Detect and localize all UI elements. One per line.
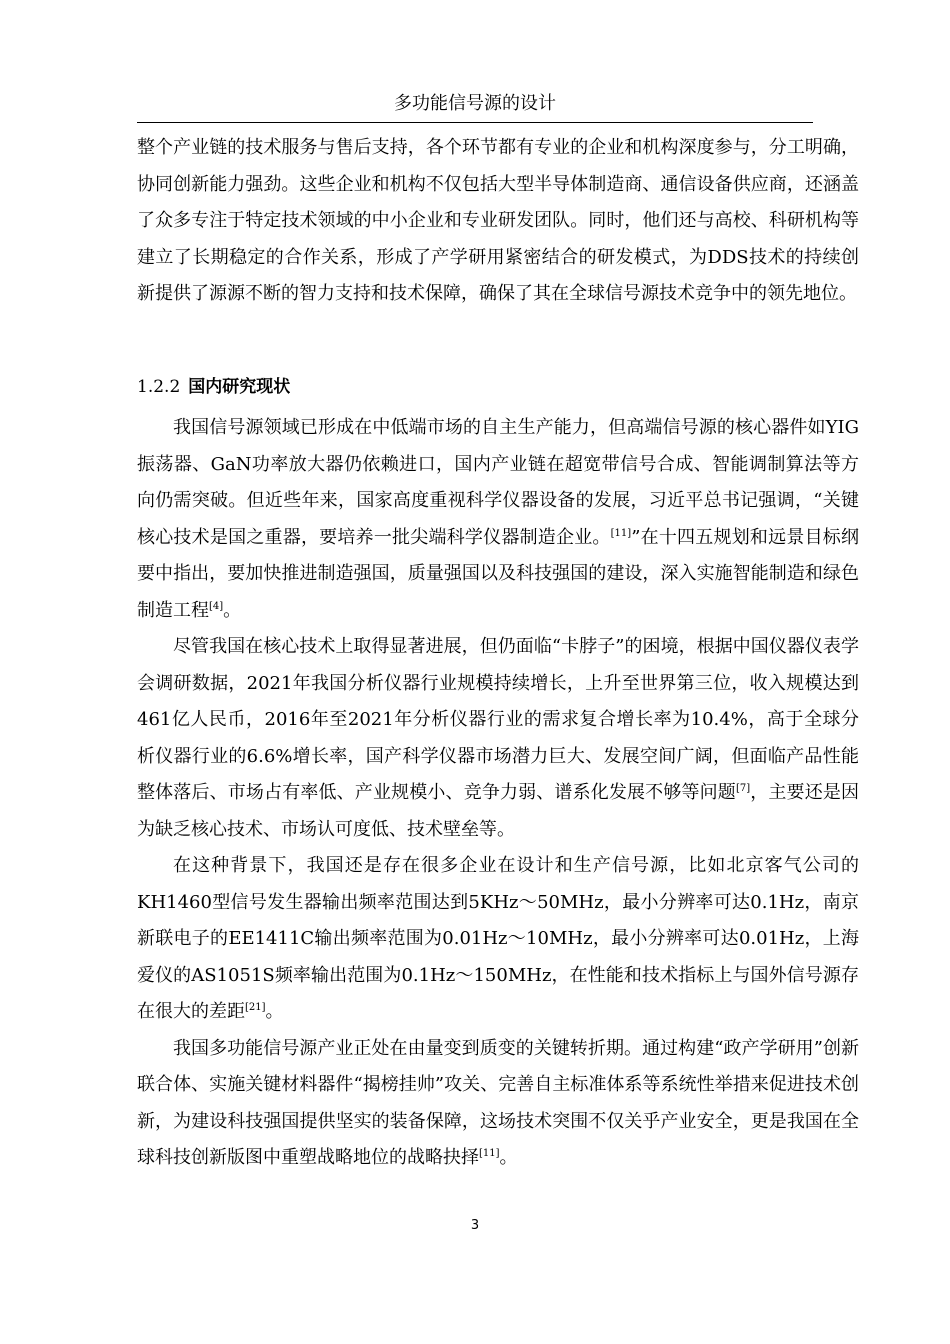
paragraph-text: 。 [223,599,242,621]
citation: [7] [735,783,751,794]
citation: [4] [209,600,224,612]
running-header-title: 多功能信号源的设计 [394,93,556,114]
section-body [137,410,859,1177]
paragraph-strategy [137,1031,859,1177]
paragraph-text: 。 [499,1147,518,1168]
paragraph-text: 我国信号源领域已形成在中低端市场的自主生产能力，但高端信号源的核心器件如YIG振荡器、GaN功率放大器仍依赖进口，国内产业链在超宽带信号合成、智能调制算法等方向仍需突破。但近些年来，国家高度重视科学仪器设备的发展，习近平总书记强调，“关键核心技术是国之重器，要培养一批尖端科学仪器制造企业。 [137,417,859,548]
continued-paragraph [137,130,859,313]
running-header [137,90,813,123]
section-heading [137,372,290,402]
paragraph-text: 整个产业链的技术服务与售后支持，各个环节都有专业的企业和机构深度参与，分工明确，协同创新能力强劲。这些企业和机构不仅包括大型半导体制造商、通信设备供应商，还涵盖了众多专注于特定技术领域的中小企业和专业研发团队。同时，他们还与高校、科研机构等建立了长期稳定的合作关系，形成了产学研用紧密结合的研发模式，为DDS技术的持续创新提供了源源不断的智力支持和技术保障，确保了其在全球信号源技术竞争中的领先地位。 [137,137,859,304]
paragraph-text: ”在十四五规划和远景目标纲要中指出，要加快推进制造强国，质量强国以及科技强国的建设，深入实施智能制造和绿色制造工程 [137,526,859,621]
citation: [21] [245,1002,266,1013]
paragraph-text: 在这种背景下，我国还是存在很多企业在设计和生产信号源，比如北京客气公司的KH1460型信号发生器输出频率范围达到5KHz～50MHz，最小分辨率可达0.1Hz，南京新联电子的EE1411C输出频率范围为0.01Hz～10MHz，最小分辨率可达0.01Hz，上海爱仪的AS1051S频率输出范围为0.1Hz～150MHz，在性能和技术指标上与国外信号源存在很大的差距 [137,855,859,1022]
paragraph-industry-data [137,629,859,848]
citation: [11] [479,1148,500,1159]
paragraph-domestic-capability [137,410,859,629]
citation: [11] [610,527,632,539]
paragraph-text: ，主要还是因为缺乏核心技术、市场认可度低、技术壁垒等。 [137,782,860,840]
paragraph-text: 尽管我国在核心技术上取得显著进展，但仍面临“卡脖子”的困境，根据中国仪器仪表学会调研数据，2021年我国分析仪器行业规模持续增长，上升至世界第三位，收入规模达到461亿人民币，2016年至2021年分析仪器行业的需求复合增长率为10.4%，高于全球分析仪器行业的6.6%增长率，国产科学仪器市场潜力巨大、发展空间广阔，但面临产品性能整体落后、市场占有率低、产业规模小、竞争力弱、谱系化发展不够等问题 [137,636,859,803]
section-title: 国内研究现状 [188,377,291,397]
section-number: 1.2.2 [137,377,181,397]
paragraph-domestic-products [137,848,859,1031]
paragraph-text: 我国多功能信号源产业正处在由量变到质变的关键转折期。通过构建“政产学研用”创新联合体、实施关键材料器件“揭榜挂帅”攻关、完善自主标准体系等系统性举措来促进技术创新，为建设科技强国提供坚实的装备保障，这场技术突围不仅关乎产业安全，更是我国在全球科技创新版图中重塑战略地位的战略抉择 [137,1037,859,1168]
paragraph-text: 。 [265,1001,284,1022]
page-number: 3 [470,1218,480,1233]
